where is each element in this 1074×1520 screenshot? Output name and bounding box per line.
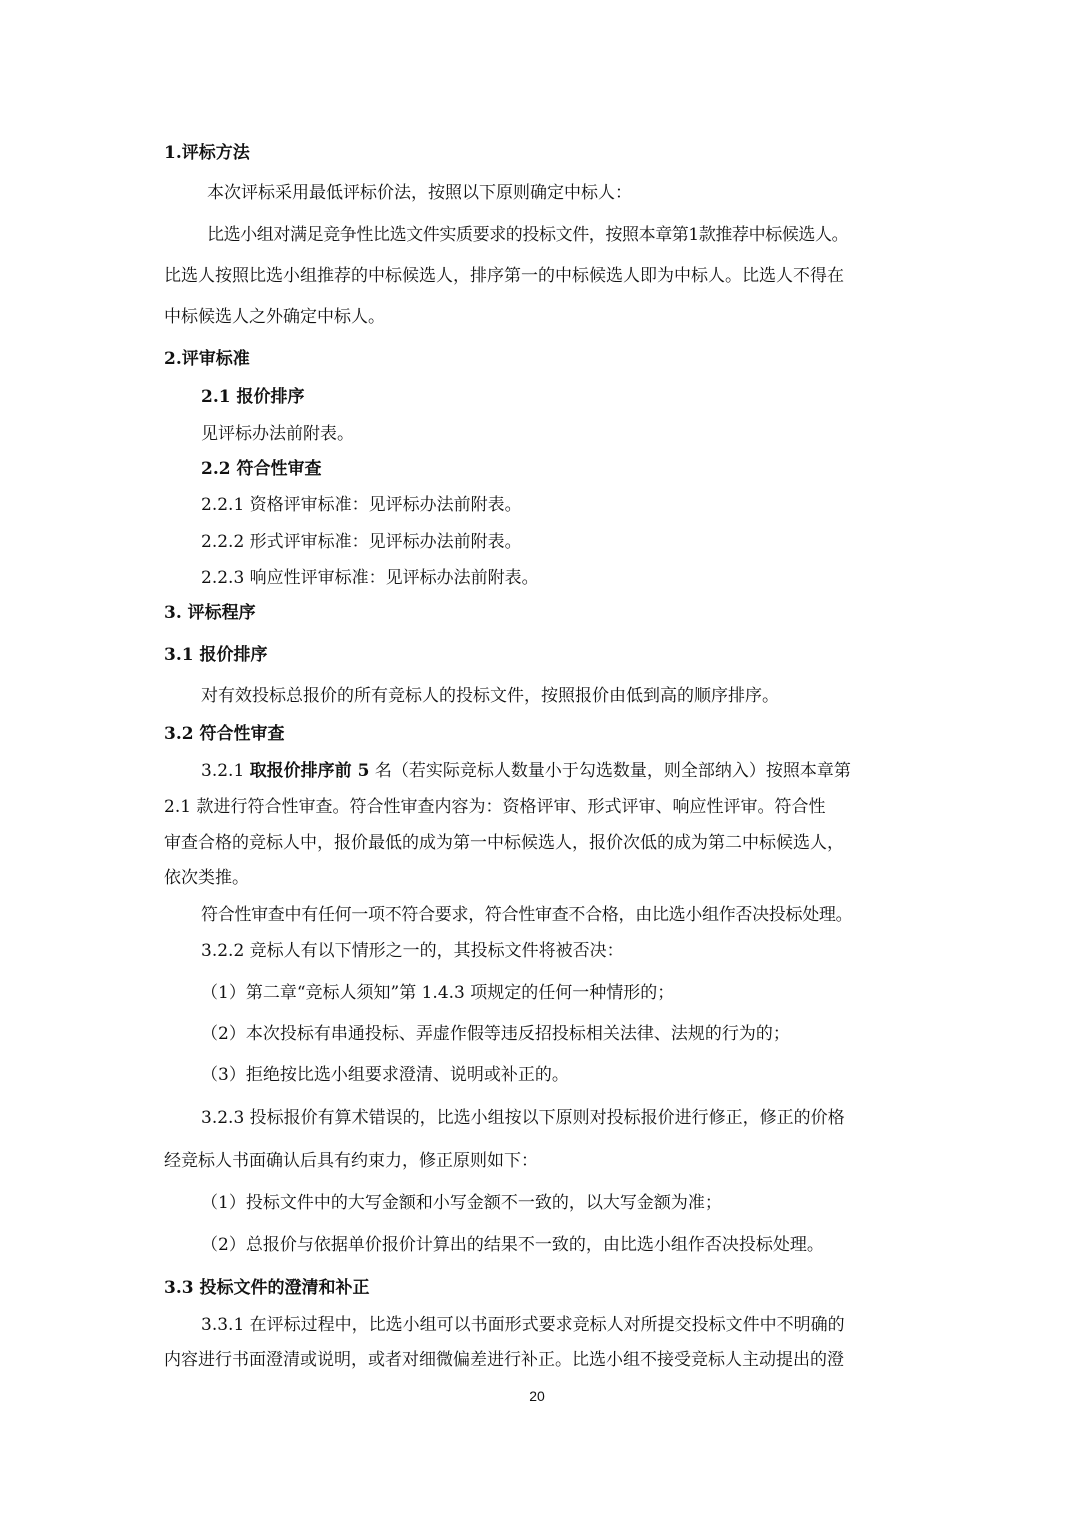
paragraph: 见评标办法前附表。: [201, 424, 354, 444]
subsection-heading: 3.1 报价排序: [164, 645, 268, 665]
list-item: （2）总报价与依据单价报价计算出的结果不一致的，由比选小组作否决投标处理。: [201, 1235, 824, 1255]
list-item: （1）投标文件中的大写金额和小写金额不一致的，以大写金额为准；: [201, 1193, 722, 1213]
list-item: 2.2.2 形式评审标准：见评标办法前附表。: [201, 532, 522, 552]
paragraph: 比选人按照比选小组推荐的中标候选人，排序第一的中标候选人即为中标人。比选人不得在: [164, 266, 844, 286]
paragraph: 审查合格的竞标人中，报价最低的成为第一中标候选人，报价次低的成为第二中标候选人，: [164, 833, 844, 853]
paragraph: 2.1 款进行符合性审查。符合性审查内容为：资格评审、形式评审、响应性评审。符合性: [164, 797, 826, 817]
subsection-heading: 2.1 报价排序: [201, 387, 305, 407]
paragraph: 3.3.1 在评标过程中，比选小组可以书面形式要求竞标人对所提交投标文件中不明确的: [201, 1315, 845, 1335]
paragraph-text: 名（若实际竞标人数量小于勾选数量，则全部纳入）按照本章第: [369, 761, 851, 781]
list-item: （2）本次投标有串通投标、弄虚作假等违反招投标相关法律、法规的行为的；: [201, 1024, 790, 1044]
paragraph: 内容进行书面澄清或说明，或者对细微偏差进行补正。比选小组不接受竞标人主动提出的澄: [164, 1350, 844, 1370]
paragraph: 比选小组对满足竞争性比选文件实质要求的投标文件，按照本章第1款推荐中标候选人。: [207, 225, 849, 245]
subsection-heading: 3.3 投标文件的澄清和补正: [164, 1278, 370, 1298]
section-3-heading: 3. 评标程序: [164, 603, 256, 623]
paragraph: 对有效投标总报价的所有竞标人的投标文件，按照报价由低到高的顺序排序。: [201, 686, 779, 706]
list-item: （1）第二章“竞标人须知”第 1.4.3 项规定的任何一种情形的；: [201, 983, 675, 1003]
paragraph: 符合性审查中有任何一项不符合要求，符合性审查不合格，由比选小组作否决投标处理。: [201, 905, 853, 925]
paragraph: 本次评标采用最低评标价法，按照以下原则确定中标人：: [207, 183, 632, 203]
list-item: （3）拒绝按比选小组要求澄清、说明或补正的。: [201, 1065, 569, 1085]
page-number: 20: [529, 1388, 545, 1404]
section-2-heading: 2.评审标准: [164, 349, 250, 369]
paragraph: 3.2.2 竞标人有以下情形之一的，其投标文件将被否决：: [201, 941, 624, 961]
subsection-heading: 3.2 符合性审查: [164, 724, 285, 744]
paragraph: 中标候选人之外确定中标人。: [164, 307, 385, 327]
list-item: 2.2.1 资格评审标准：见评标办法前附表。: [201, 495, 522, 515]
list-item: 2.2.3 响应性评审标准：见评标办法前附表。: [201, 568, 539, 588]
paragraph: 3.2.3 投标报价有算术错误的，比选小组按以下原则对投标报价进行修正，修正的价格: [201, 1108, 845, 1128]
paragraph: 经竞标人书面确认后具有约束力，修正原则如下：: [164, 1151, 538, 1171]
paragraph: [201, 759, 851, 783]
bold-text: 取报价排序前 5: [249, 761, 370, 781]
clause-number: 3.2.1: [201, 761, 250, 781]
section-1-heading: 1.评标方法: [164, 143, 250, 163]
subsection-heading: 2.2 符合性审查: [201, 459, 322, 479]
paragraph: 依次类推。: [164, 868, 249, 888]
